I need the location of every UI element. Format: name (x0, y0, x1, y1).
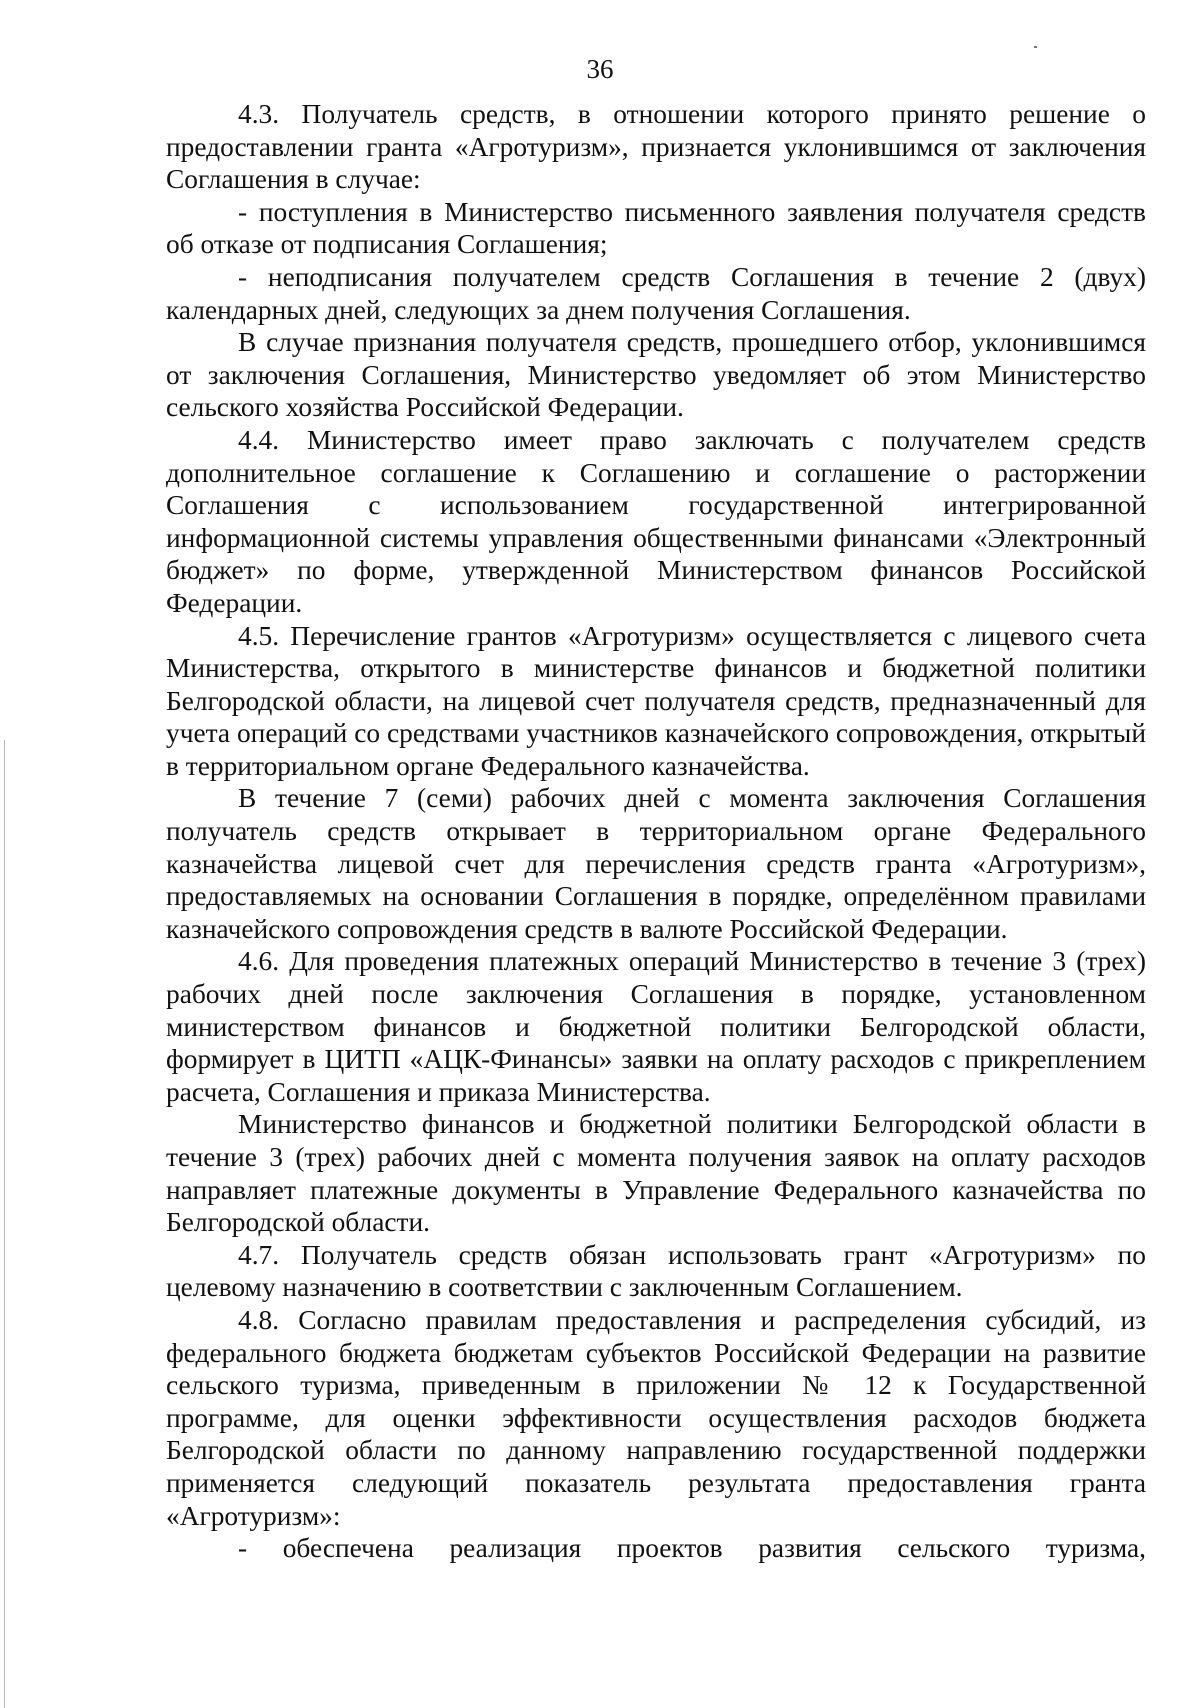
paragraph-indicator: - обеспечена реализация проектов развития сельского туризма, (238, 1533, 1146, 1564)
paragraph-4-3: 4.3. Получатель средств, в отношении которого принято решение о предоставлении гранта «Агротуризм», признается уклонившимся от заключения Соглашения в случае: (166, 99, 1146, 195)
paragraph-4-5: 4.5. Перечисление грантов «Агротуризм» осуществляется с лицевого счета Министерства, открытого в министерстве финансов и бюджетной политики Белгородской области, на лицевой счет получателя средств, предназначенный для учета операций со средствами участников казначейского сопровождения, открытый в территориальном органе Федерального казначейства. (166, 620, 1146, 781)
document-body (166, 98, 1146, 1565)
paragraph-account-opening: В течение 7 (семи) рабочих дней с момента заключения Соглашения получатель средств открывает в территориальном органе Федерального казначейства лицевой счет для перечисления средств гранта «Агротуризм», предоставляемых на основании Соглашения в порядке, определённом правилами казначейского сопровождения средств в валюте Российской Федерации. (166, 783, 1146, 944)
paragraph-4-8: 4.8. Согласно правилам предоставления и распределения субсидий, из федерального бюджета бюджетам субъектов Российской Федерации на развитие сельского туризма, приведенным в приложении № 12 к Государственной программе, для оценки эффективности осуществления расходов бюджета Белгородской области по данному направлению государственной поддержки применяется следующий показатель результата предоставления гранта «Агротуризм»: (166, 1304, 1146, 1531)
paragraph-refusal: - поступления в Министерство письменного заявления получателя средств об отказе от подписания Соглашения; (166, 196, 1146, 260)
paragraph-ministry-finance: Министерство финансов и бюджетной политики Белгородской области в течение 3 (трех) рабочих дней с момента получения заявок на оплату расходов направляет платежные документы в Управление Федерального казначейства по Белгородской области. (166, 1109, 1146, 1238)
paragraph-4-4: 4.4. Министерство имеет право заключать с получателем средств дополнительное соглашение к Соглашению и соглашение о расторжении Соглашения с использованием государственной интегрированной информационной системы управления общественными финансами «Электронный бюджет» по форме, утвержденной Министерством финансов Российской Федерации. (166, 424, 1146, 618)
scan-edge-line (4, 740, 5, 1708)
paragraph-4-7: 4.7. Получатель средств обязан использовать грант «Агротуризм» по целевому назначению в соответствии с заключенным Соглашением. (166, 1239, 1146, 1303)
paragraph-4-6: 4.6. Для проведения платежных операций Министерство в течение 3 (трех) рабочих дней после заключения Соглашения в порядке, установленном министерством финансов и бюджетной политики Белгородской области, формирует в ЦИТП «АЦК-Финансы» заявки на оплату расходов с прикреплением расчета, Соглашения и приказа Министерства. (166, 946, 1146, 1107)
page-number: 36 (586, 54, 614, 84)
paragraph-non-signing: - неподписания получателем средств Соглашения в течение 2 (двух) календарных дней, следующих за днем получения Соглашения. (166, 261, 1146, 325)
paragraph-notification: В случае признания получателя средств, прошедшего отбор, уклонившимся от заключения Соглашения, Министерство уведомляет об этом Министерство сельского хозяйства Российской Федерации. (166, 327, 1146, 423)
scan-speck (1034, 46, 1037, 48)
